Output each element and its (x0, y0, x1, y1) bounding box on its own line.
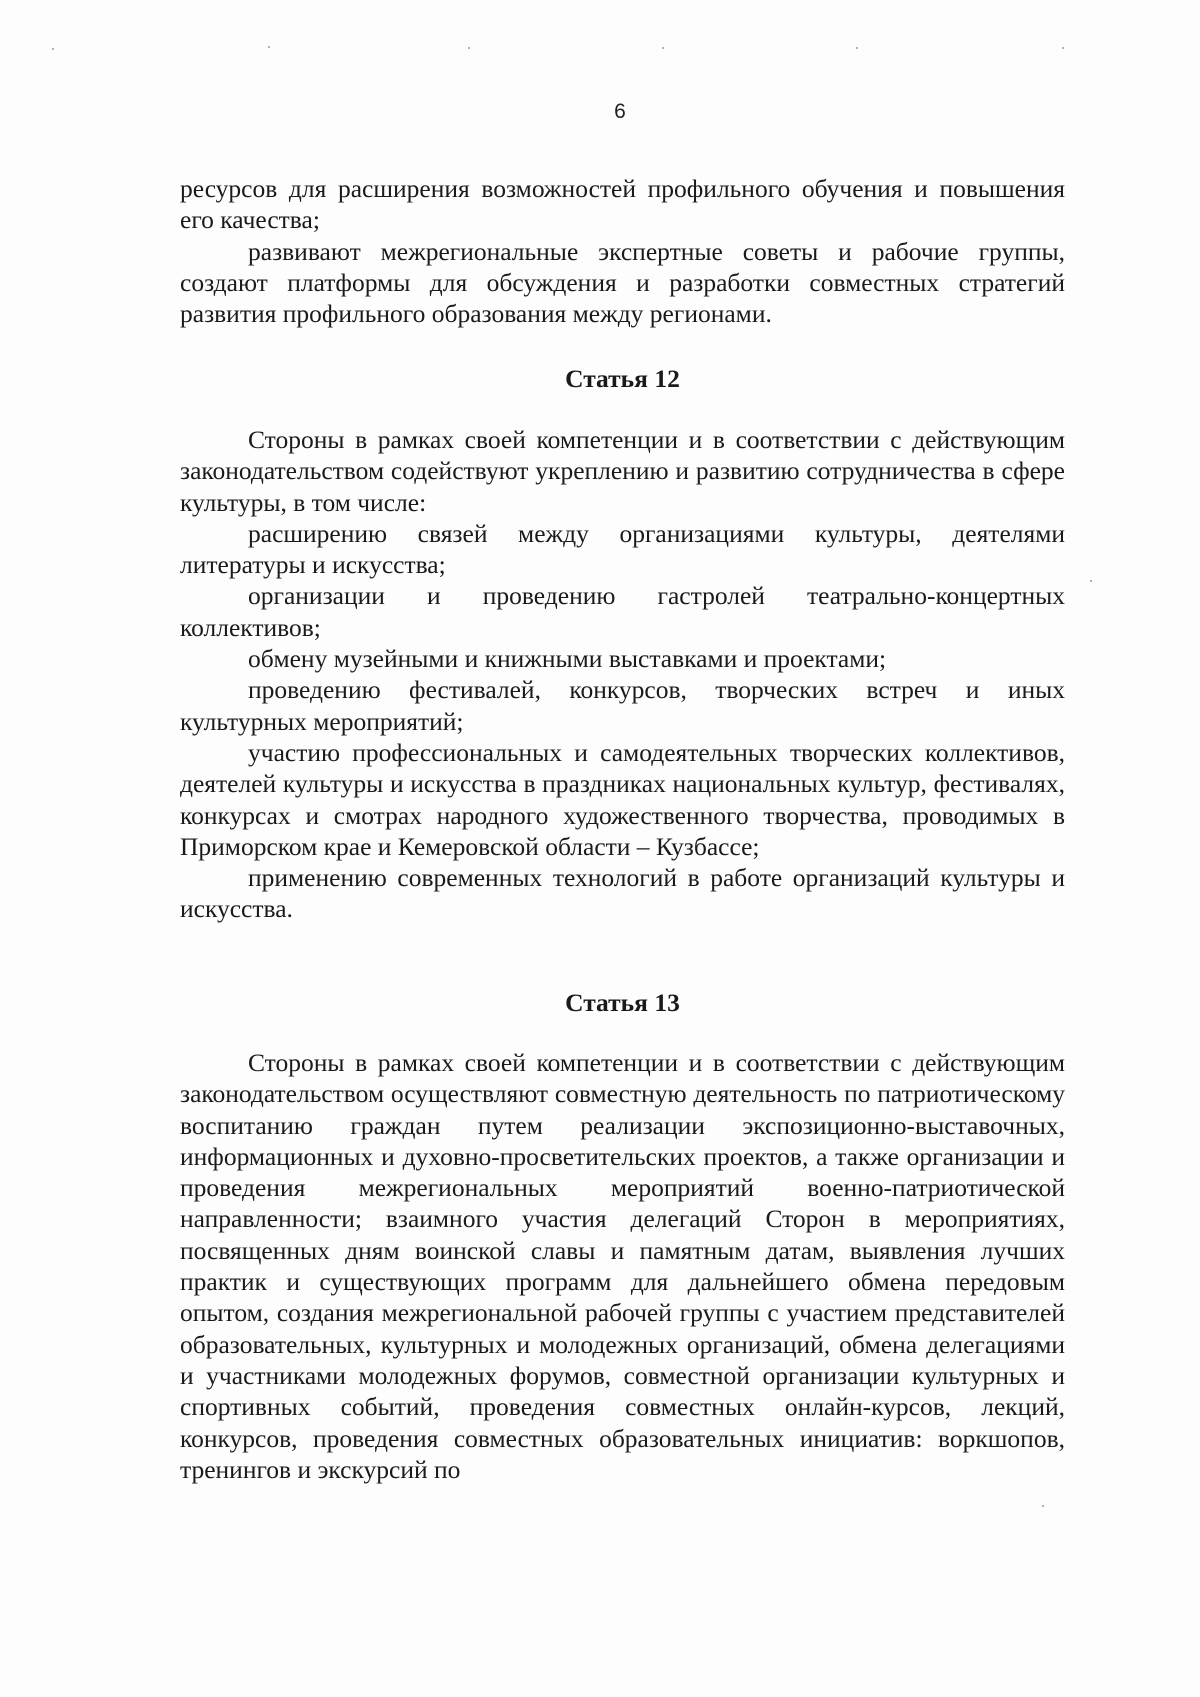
scan-speck (856, 47, 858, 49)
paragraph: организации и проведению гастролей театрально-концертных коллективов; (180, 581, 1065, 642)
paragraph: применению современных технологий в работе организаций культуры и искусства. (180, 863, 1065, 924)
scan-speck (1062, 47, 1064, 49)
paragraph: ресурсов для расширения возможностей профильного обучения и повышения его качества; (180, 174, 1065, 235)
article-12-text-block (180, 424, 1065, 925)
article-12-heading: Статья 12 (565, 364, 680, 393)
scan-speck (268, 46, 270, 48)
scan-speck (662, 47, 664, 49)
paragraph: проведению фестивалей, конкурсов, творческих встреч и иных культурных мероприятий; (180, 675, 1065, 736)
paragraph: развивают межрегиональные экспертные советы и рабочие группы, создают платформы для обсуждения и разработки совместных стратегий развития профильного образования между регионами. (180, 236, 1065, 329)
scan-speck (1090, 580, 1092, 582)
article-13-heading: Статья 13 (565, 988, 680, 1017)
page-number: 6 (614, 100, 626, 123)
article-13-text-block (180, 1047, 1065, 1485)
paragraph: обмену музейными и книжными выставками и проектами; (248, 644, 887, 674)
scan-speck (468, 47, 470, 49)
intro-text-block (180, 173, 1065, 329)
paragraph: Стороны в рамках своей компетенции и в соответствии с действующим законодательством осуществляют совместную деятельность по патриотическому воспитанию граждан путем реализации экспозиционно-выставочных, информационных и духовно-просветительских проектов, а также организации и проведения межрегиональных мероприятий военно-патриотической направленности; взаимного участия делегаций Сторон в мероприятиях, посвященных дням воинской славы и памятным датам, выявления лучших практик и существующих программ для дальнейшего обмена передовым опытом, создания межрегиональной рабочей группы с участием представителей образовательных, культурных и молодежных организаций, обмена делегациями и участниками молодежных форумов, совместной организации культурных и спортивных событий, проведения совместных онлайн-курсов, лекций, конкурсов, проведения совместных образовательных инициатив: воркшопов, тренингов и экскурсий по (180, 1048, 1065, 1484)
paragraph: участию профессиональных и самодеятельных творческих коллективов, деятелей культуры и искусства в праздниках национальных культур, фестивалях, конкурсах и смотрах народного художественного творчества, проводимых в Приморском крае и Кемеровской области – Кузбассе; (180, 737, 1065, 861)
paragraph: Стороны в рамках своей компетенции и в соответствии с действующим законодательством содействуют укреплению и развитию сотрудничества в сфере культуры, в том числе: (180, 425, 1065, 517)
scan-speck (52, 48, 54, 50)
paragraph: расширению связей между организациями культуры, деятелями литературы и искусства; (180, 518, 1065, 580)
scan-speck (1042, 1505, 1044, 1507)
